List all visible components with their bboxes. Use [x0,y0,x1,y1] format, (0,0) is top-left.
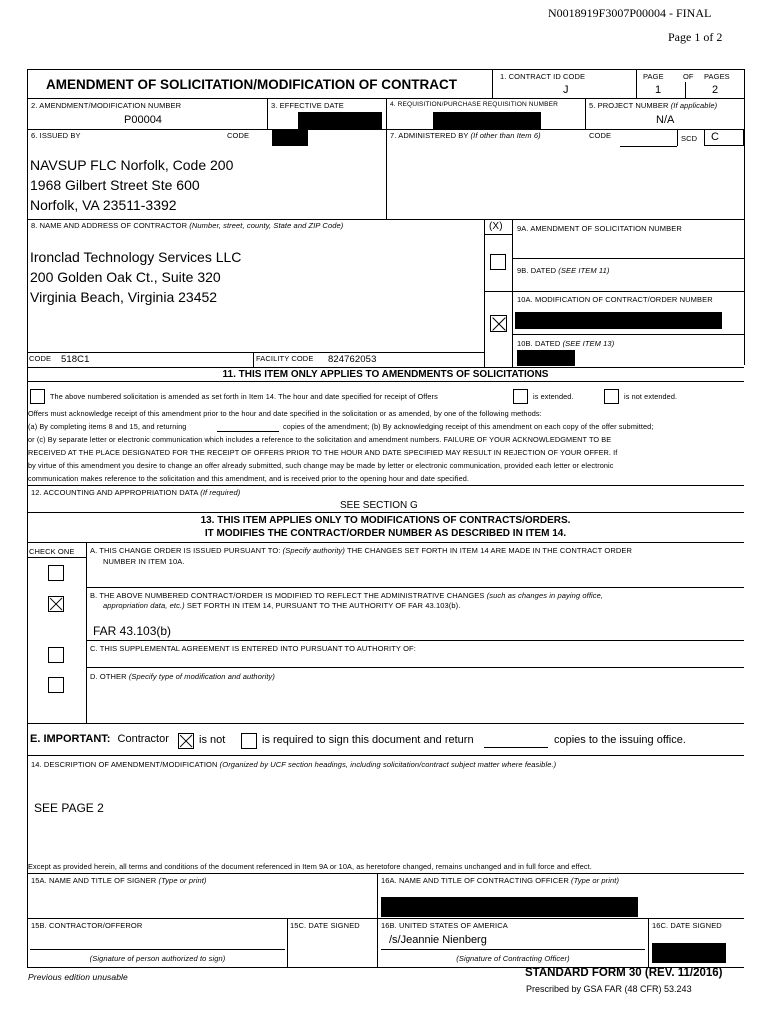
amendment-number: P00004 [124,114,162,126]
is-not-label: is not [199,734,226,746]
scd-value: C [711,131,719,143]
contract-number-redacted [515,312,722,329]
item13a-line1: A. THIS CHANGE ORDER IS ISSUED PURSUANT TO: (Specify authority) THE CHANGES SET FORTH IN ITEM 14 ARE MADE IN THE CONTRACT ORDER [90,546,632,555]
item11-body-3: copies of the amendment; (b) By acknowledging receipt of this amendment on each copy of the offer submitted; [283,422,654,431]
item6-label: 6. ISSUED BY [31,131,81,140]
item3-label: 3. EFFECTIVE DATE [271,101,344,110]
copies-label: copies to the issuing office. [554,734,686,746]
item13-title2: IT MODIFIES THE CONTRACT/ORDER NUMBER AS DESCRIBED IN ITEM 14. [204,528,567,539]
item15b-label: 15B. CONTRACTOR/OFFEROR [31,921,143,930]
item11-body-6: by virtue of this amendment you desire to change an offer already submitted, such change may be made by letter or electronic communication, provided each letter or electronic [28,461,614,470]
item5-label: 5. PROJECT NUMBER (If applicable) [589,101,718,110]
item8-label: 8. NAME AND ADDRESS OF CONTRACTOR (Number, street, county, State and ZIP Code) [31,221,344,230]
check-one-label: CHECK ONE [29,547,75,556]
item13b-checkbox[interactable] [48,596,64,612]
item9b-label: 9B. DATED (SEE ITEM 11) [517,266,610,275]
prescribed-by: Prescribed by GSA FAR (48 CFR) 53.243 [526,984,692,994]
is-not-extended-label: is not extended. [624,392,678,401]
contract-id-code: J [563,84,569,96]
project-number: N/A [656,114,675,126]
of-label: OF [683,72,694,81]
contracting-officer-signature: /s/Jeannie Nienberg [389,934,487,946]
pages-label: PAGES [704,72,730,81]
is-not-extended-checkbox[interactable] [604,389,619,404]
item4-label: 4. REQUISITION/PURCHASE REQUISITION NUMBER [390,101,558,108]
item13b-authority: FAR 43.103(b) [93,624,172,638]
item13-title1: 13. THIS ITEM APPLIES ONLY TO MODIFICATIONS OF CONTRACTS/ORDERS. [200,515,571,526]
item13d-label: D. OTHER (Specify type of modification and authority) [90,672,275,681]
item9a-label: 9A. AMENDMENT OF SOLICITATION NUMBER [517,224,682,233]
officer-signature-note: (Signature of Contracting Officer) [456,954,570,963]
page-indicator: Page 1 of 2 [668,30,723,44]
item13c-checkbox[interactable] [48,647,64,663]
item16a-label: 16A. NAME AND TITLE OF CONTRACTING OFFICER (Type or print) [381,876,620,885]
item11-body-7: communication makes reference to the solicitation and this amendment, and is received prior to the opening hour and date specified. [28,474,470,483]
is-not-checkbox[interactable] [178,733,194,749]
except-text: Except as provided herein, all terms and conditions of the document referenced in Item 9A or 10A, as heretofore changed, remains unchanged and in full force and effect. [28,862,592,871]
is-required-checkbox[interactable] [241,733,257,749]
contractor-label: Contractor [117,733,169,745]
date-signed-redacted [652,943,726,963]
item13b-line2: appropriation data, etc.) SET FORTH IN ITEM 14, PURSUANT TO THE AUTHORITY OF FAR 43.103(b). [103,601,461,610]
item10a-label: 10A. MODIFICATION OF CONTRACT/ORDER NUMBER [517,295,713,304]
item11-body-5: RECEIVED AT THE PLACE DESIGNATED FOR THE RECEIPT OF OFFERS PRIOR TO THE HOUR AND DATE SPECIFIED MAY RESULT IN REJECTION OF YOUR OFFER. If [28,448,618,457]
contractor-line1: Ironclad Technology Services LLC [30,249,242,265]
effective-date-redacted [298,112,382,129]
scd-box [704,129,744,146]
contracting-officer-redacted [381,897,638,917]
item11-body-2: (a) By completing items 8 and 15, and returning [28,422,187,431]
item6-code-label: CODE [227,131,250,140]
item13a-checkbox[interactable] [48,565,64,581]
important-label: E. IMPORTANT: [30,733,111,745]
scd-label: SCD [681,134,698,143]
contractor-signature-note: (Signature of person authorized to sign) [89,954,226,963]
page-label: PAGE [643,72,664,81]
is-required-label: is required to sign this document and return [262,734,474,746]
contractor-line2: 200 Golden Oak Ct., Suite 320 [30,269,221,285]
item7-label: 7. ADMINISTERED BY (If other than Item 6) [390,131,541,140]
item10b-label: 10B. DATED (SEE ITEM 13) [517,339,615,348]
item11-line1: The above numbered solicitation is amended as set forth in Item 14. The hour and date specified for receipt of Offers [50,392,438,401]
item13b-line1: B. THE ABOVE NUMBERED CONTRACT/ORDER IS MODIFIED TO REFLECT THE ADMINISTRATIVE CHANGES (such as changes in paying office, [90,591,604,600]
item14-label: 14. DESCRIPTION OF AMENDMENT/MODIFICATION (Organized by UCF section headings, including solicitation/contract subject matter where feasible.) [31,760,557,769]
item13c-label: C. THIS SUPPLEMENTAL AGREEMENT IS ENTERED INTO PURSUANT TO AUTHORITY OF: [90,644,416,653]
contractor-code: 518C1 [61,354,90,365]
item9-checkbox[interactable] [490,254,506,270]
contractor-code-label: CODE [29,354,52,363]
facility-code: 824762053 [328,354,377,365]
issued-by-code-redacted [272,130,308,146]
issued-by-line2: 1968 Gilbert Street Ste 600 [30,177,200,193]
item11-solicitation-checkbox[interactable] [30,389,45,404]
item13a-line2: NUMBER IN ITEM 10A. [103,557,185,566]
item11-body-1: Offers must acknowledge receipt of this amendment prior to the hour and date specified in the solicitation or as amended, by one of the following methods: [28,409,542,418]
description-value: SEE PAGE 2 [34,801,104,815]
item13d-checkbox[interactable] [48,677,64,693]
item16b-label: 16B. UNITED STATES OF AMERICA [381,921,508,930]
item7-code-label: CODE [589,131,612,140]
item1-label: 1. CONTRACT ID CODE [500,72,586,81]
item11-body-4: or (c) By separate letter or electronic communication which includes a reference to the solicitation and amendment numbers. FAILURE OF YOUR ACKNOWLEDGMENT TO BE [28,435,612,444]
item15c-label: 15C. DATE SIGNED [290,921,360,930]
contract-date-redacted [517,350,575,366]
item2-label: 2. AMENDMENT/MODIFICATION NUMBER [31,101,182,110]
requisition-number-redacted [433,112,541,129]
page-number: 1 [655,84,662,96]
item16c-label: 16C. DATE SIGNED [652,921,722,930]
item11-title: 11. THIS ITEM ONLY APPLIES TO AMENDMENTS OF SOLICITATIONS [222,369,549,380]
issued-by-line3: Norfolk, VA 23511-3392 [30,197,177,213]
previous-edition-note: Previous edition unusable [28,972,128,982]
item-e-row [30,733,169,745]
contractor-line3: Virginia Beach, Virginia 23452 [30,289,218,305]
document-id: N0018919F3007P00004 - FINAL [548,6,712,20]
x-column-label: (X) [489,221,503,232]
form-title: AMENDMENT OF SOLICITATION/MODIFICATION OF CONTRACT [46,77,457,92]
item10-checkbox[interactable] [490,315,507,332]
facility-code-label: FACILITY CODE [256,354,314,363]
is-extended-checkbox[interactable] [513,389,528,404]
is-extended-label: is extended. [533,392,574,401]
issued-by-line1: NAVSUP FLC Norfolk, Code 200 [30,157,234,173]
standard-form-label: STANDARD FORM 30 (REV. 11/2016) [525,967,723,979]
item12-label: 12. ACCOUNTING AND APPROPRIATION DATA (If required) [31,488,241,497]
total-pages: 2 [712,84,719,96]
item15a-label: 15A. NAME AND TITLE OF SIGNER (Type or print) [31,876,207,885]
accounting-data: SEE SECTION G [340,500,418,511]
